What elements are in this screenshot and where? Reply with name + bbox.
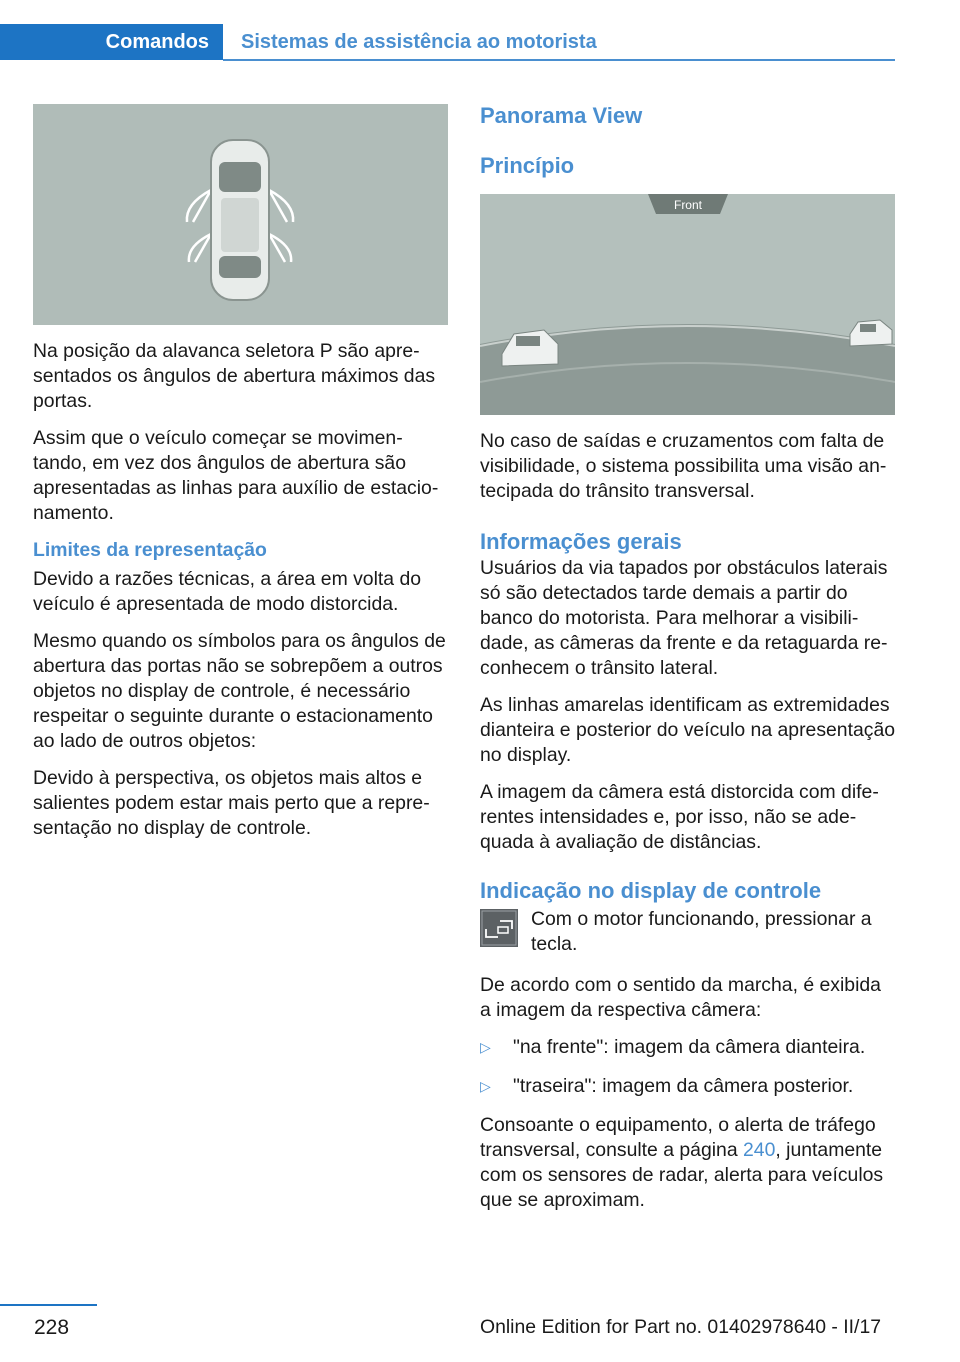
paragraph-cross-traffic	[480, 1113, 895, 1213]
paragraph-text: Consoante o equipamento, o alerta de tráfego transversal, consulte a página	[480, 1114, 876, 1161]
heading-general-info: Informações gerais	[480, 529, 682, 554]
list-item	[480, 1074, 895, 1099]
paragraph: A imagem da câmera está distorcida com diferentes intensidades e, por isso, não se adequada à avaliação de distâncias.	[480, 781, 879, 853]
page-header	[0, 24, 895, 62]
list-item	[480, 1035, 895, 1060]
subheading-limits: Limites da representação	[33, 539, 267, 561]
paragraph: As linhas amarelas identificam as extremidades dianteira e posterior do veículo na apresentação no display.	[480, 694, 896, 766]
section-title[interactable]: Sistemas de assistência ao motorista	[241, 31, 597, 53]
edition-note: Online Edition for Part no. 01402978640 - II/17	[480, 1316, 882, 1338]
paragraph: Usuários da via tapados por obstáculos laterais só são detectados tarde demais a partir do banco do motorista. Para melhorar a visibilidade, as câmeras da frente e da retaguarda reconhecem o trânsito lateral.	[480, 557, 888, 679]
camera-front-label: Front	[673, 198, 703, 212]
page-link[interactable]: 240	[743, 1139, 776, 1161]
paragraph: Assim que o veículo começar se movimentando, em vez dos ângulos de abertura são apresentadas as linhas para auxílio de estacionamento.	[33, 427, 439, 524]
heading-display: Indicação no display de controle	[480, 878, 822, 903]
car-top-view-figure	[33, 104, 448, 325]
camera-bullet-list	[480, 1035, 895, 1099]
left-column	[33, 104, 448, 853]
camera-button-icon[interactable]	[480, 909, 518, 947]
paragraph-text: , juntamente com os sensores de radar, alerta para veículos que se aproximam.	[480, 1139, 884, 1211]
list-item-text: "traseira": imagem da câmera posterior.	[513, 1075, 854, 1097]
chapter-tab[interactable]: Comandos	[0, 24, 223, 60]
page-number: 228	[34, 1316, 70, 1339]
bullet-triangle-icon: ▷	[480, 1039, 491, 1055]
header-rule	[223, 59, 895, 61]
list-item-text: "na frente": imagem da câmera dianteira.	[513, 1036, 866, 1058]
paragraph: Com o motor funcionando, pressionar a tecla.	[531, 908, 872, 955]
bullet-triangle-icon: ▷	[480, 1078, 491, 1094]
paragraph: Mesmo quando os símbolos para os ângulos de abertura das portas não se sobrepõem a outros objetos no display de controle, é necessário respeitar o seguinte durante o estacionamento ao lado de outros objetos:	[33, 630, 446, 752]
right-column	[480, 102, 895, 1225]
footer-rule	[0, 1304, 97, 1306]
car-icon	[211, 140, 269, 300]
heading-principle: Princípio	[480, 153, 575, 178]
camera-view-figure	[480, 194, 895, 415]
paragraph: Devido a razões técnicas, a área em volta do veículo é apresentada de modo distorcida.	[33, 568, 422, 615]
paragraph: Na posição da alavanca seletora P são apresentados os ângulos de abertura máximos das portas.	[33, 340, 436, 412]
paragraph: No caso de saídas e cruzamentos com falta de visibilidade, o sistema possibilita uma visão antecipada do trânsito transversal.	[480, 430, 887, 502]
paragraph: De acordo com o sentido da marcha, é exibida a imagem da respectiva câmera:	[480, 974, 881, 1021]
paragraph: Devido à perspectiva, os objetos mais altos e salientes podem estar mais perto que a representação no display de controle.	[33, 767, 430, 839]
section-title-panorama: Panorama View	[480, 103, 643, 128]
camera-key-instruction	[480, 907, 895, 957]
